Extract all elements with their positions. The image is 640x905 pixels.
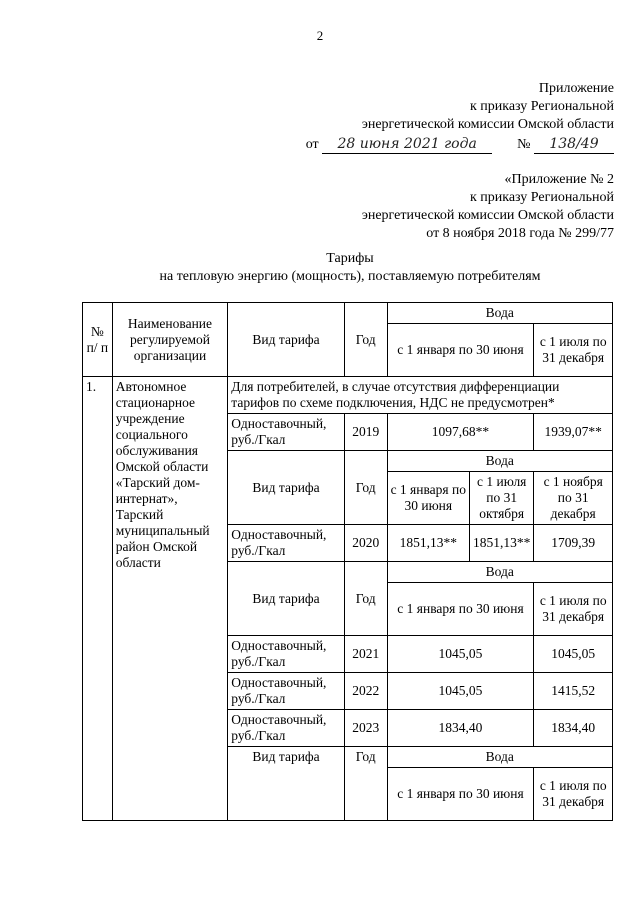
value-cell: 1097,68**: [387, 414, 534, 451]
table-row: [83, 377, 613, 414]
tariff-type: Одноставочный, руб./Гкал: [228, 525, 345, 562]
title-block: [0, 250, 640, 286]
appendix-date-line: [306, 135, 614, 154]
value-cell: 1045,05: [387, 673, 534, 710]
subheader-water: Вода: [387, 747, 612, 768]
value-cell: 1045,05: [534, 636, 613, 673]
header-row: [83, 303, 613, 324]
appendix2-header: [362, 171, 614, 243]
tariff-table: [82, 302, 613, 821]
header-water: Вода: [387, 303, 612, 324]
subheader-type: Вид тарифа: [228, 562, 345, 636]
appendix-line2: к приказу Региональной: [469, 99, 614, 114]
title-sub: на тепловую энергию (мощность), поставляемую потребителям: [159, 269, 541, 284]
period-1: с 1 января по 30 июня: [387, 583, 534, 636]
period-2020-3: с 1 ноября по 31 декабря: [534, 472, 613, 525]
title-main: Тарифы: [326, 251, 374, 266]
tariff-type: Одноставочный, руб./Гкал: [228, 636, 345, 673]
appendix-header: [306, 80, 614, 154]
from-label: от: [305, 137, 319, 152]
value-cell: 1851,13**: [387, 525, 469, 562]
subheader-year: Год: [344, 562, 387, 636]
year-cell: 2023: [344, 710, 387, 747]
year-cell: 2020: [344, 525, 387, 562]
appendix-line3: энергетической комиссии Омской области: [361, 117, 614, 132]
header-year: Год: [344, 303, 387, 377]
period-2: с 1 июля по 31 декабря: [534, 583, 613, 636]
value-cell: 1939,07**: [534, 414, 613, 451]
subheader-year: Год: [344, 451, 387, 525]
page-number: 2: [316, 28, 324, 43]
year-cell: 2022: [344, 673, 387, 710]
tariff-type: Одноставочный, руб./Гкал: [228, 414, 345, 451]
subheader-type: Вид тарифа: [228, 451, 345, 525]
period-2020-2: с 1 июля по 31 октября: [470, 472, 534, 525]
handwritten-number: 138/49: [534, 135, 614, 154]
number-label: №: [517, 137, 531, 152]
row-number: 1.: [83, 377, 113, 821]
value-cell: 1851,13**: [470, 525, 534, 562]
handwritten-date: 28 июня 2021 года: [322, 135, 492, 154]
appendix2-line2: к приказу Региональной: [469, 190, 614, 205]
appendix2-line3: энергетической комиссии Омской области: [361, 208, 614, 223]
value-cell: 1415,52: [534, 673, 613, 710]
period-2020-1: с 1 января по 30 июня: [387, 472, 469, 525]
tariff-type: Одноставочный, руб./Гкал: [228, 673, 345, 710]
value-cell: 1834,40: [534, 710, 613, 747]
value-cell: 1834,40: [387, 710, 534, 747]
appendix-line1: Приложение: [538, 81, 614, 96]
year-cell: 2021: [344, 636, 387, 673]
header-type: Вид тарифа: [228, 303, 345, 377]
appendix2-line4: от 8 ноября 2018 года № 299/77: [426, 226, 614, 241]
year-cell: 2019: [344, 414, 387, 451]
tariff-type: Одноставочный, руб./Гкал: [228, 710, 345, 747]
org-name: Автономное стационарное учреждение социального обслуживания Омской области «Тарский дом-интернат», Тарский муниципальный район Омской области: [112, 377, 228, 821]
header-period-2: с 1 июля по 31 декабря: [534, 324, 613, 377]
subheader-year: Год: [344, 747, 387, 821]
period-1: с 1 января по 30 июня: [387, 768, 534, 821]
subheader-type: Вид тарифа: [228, 747, 345, 821]
header-period-1: с 1 января по 30 июня: [387, 324, 534, 377]
consumers-note: Для потребителей, в случае отсутствия дифференциации тарифов по схеме подключения, НДС не предусмотрен*: [228, 377, 613, 414]
header-num: № п/ п: [83, 303, 113, 377]
header-org: Наименование регулируемой организации: [112, 303, 228, 377]
value-cell: 1709,39: [534, 525, 613, 562]
period-2: с 1 июля по 31 декабря: [534, 768, 613, 821]
value-cell: 1045,05: [387, 636, 534, 673]
subheader-water: Вода: [387, 562, 612, 583]
subheader-water: Вода: [387, 451, 612, 472]
appendix2-line1: «Приложение № 2: [504, 172, 614, 187]
